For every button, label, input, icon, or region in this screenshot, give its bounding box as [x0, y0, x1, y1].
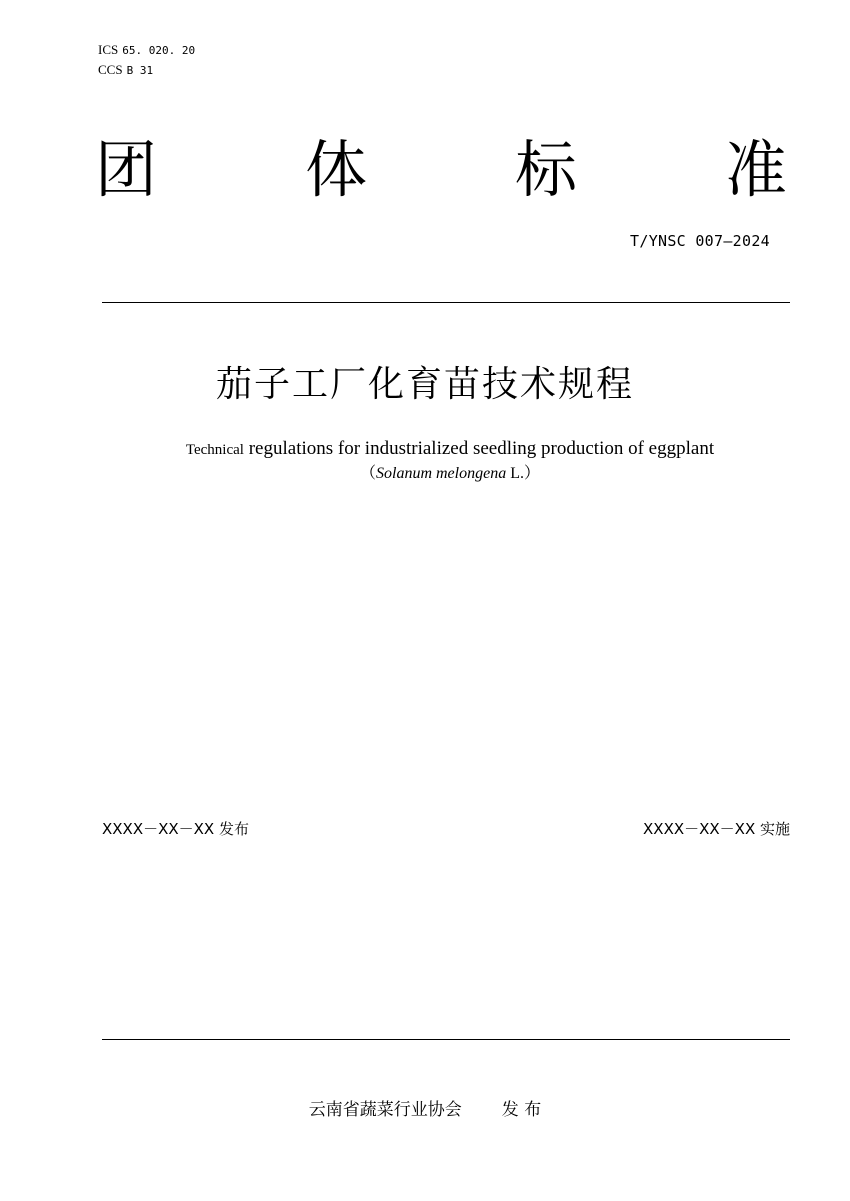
ccs-code	[98, 62, 153, 79]
subtitle-open-paren: （	[359, 465, 376, 482]
ics-label: ICS	[98, 42, 119, 57]
subtitle-close-paren: ）	[523, 465, 540, 482]
title-english-rest: regulations for industrialized seedling production of eggplant	[243, 438, 715, 459]
publisher-name: 云南省蔬菜行业协会	[308, 1100, 462, 1120]
ics-code	[98, 42, 195, 59]
subtitle-author: L.	[506, 465, 524, 482]
publisher-action: 发 布	[501, 1100, 542, 1120]
publisher-line	[0, 1099, 850, 1121]
top-divider	[102, 302, 790, 303]
header-char-2: 体	[305, 133, 368, 206]
bottom-divider	[102, 1039, 790, 1040]
subtitle-species: Solanum melongena	[376, 465, 507, 482]
standard-number: T/YNSC 007—2024	[630, 232, 770, 250]
ccs-label: CCS	[98, 62, 123, 77]
title-chinese: 茄子工厂化育苗技术规程	[215, 364, 634, 405]
publish-date: XXXX－XX－XX 发布	[102, 820, 249, 838]
title-english	[0, 437, 850, 462]
effective-date: XXXX－XX－XX 实施	[643, 820, 790, 838]
header-char-1: 团	[95, 133, 158, 206]
title-english-subtitle	[0, 463, 850, 485]
title-english-prefix: Technical	[185, 442, 244, 458]
ics-value: 65. 020. 20	[122, 44, 196, 57]
header-char-3: 标	[515, 133, 578, 206]
ccs-value: B 31	[126, 64, 154, 77]
header-char-4: 准	[725, 133, 788, 206]
